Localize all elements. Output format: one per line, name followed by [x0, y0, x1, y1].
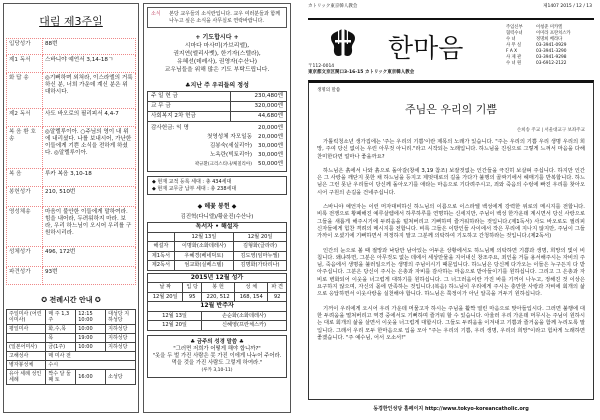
offering-row [148, 112, 287, 122]
offering-amount: 230,480엔 [230, 92, 286, 102]
prayer-section [147, 34, 287, 74]
hymn-table [147, 273, 287, 331]
liturgy-row [7, 187, 136, 207]
liturgy-row [7, 207, 136, 247]
masthead-title: 한마음 [388, 34, 464, 64]
hymn-cell: 95 [183, 292, 202, 302]
member-stat: ◆ 현재 교무금 납부 세대 : 총 238세대 [152, 185, 237, 192]
prayer-line: 시마다 마사미(가브리엘), [184, 43, 250, 49]
article-paragraph: 기꺼이 우리에게 오시어 우리 가운데 머물고자 하시는 주님을 활짝 열린 마음으로 맞아들입시다. 그러면 불행에 대한 두려움을 떨쳐버리고 역경 중에서도 기뻐하며 즐거워 할 수 있습니다. 아울러 우리 가운데 머무시는 주님이 원하시는 대로 회개의 삶을 살면서 이웃을 너그럽게 대합시다. 그들도 두려움을 이겨내고 기쁨과 즐거움을 함께 누리도록 말입니다. 그래서 우리 모두 한마음으로 입을 모아 "주는 우리의 기쁨, 우리 생명, 우리의 희망"이라고 힘차게 노래하면 좋겠습니다. "주 예수님, 어서 오소서!" [317, 305, 585, 341]
schedule-row [7, 370, 136, 385]
hymn-title: 2015년 12월 성가 [148, 273, 287, 283]
address-block [308, 64, 414, 76]
schedule-cell: 유아 세례 성인 세례 [7, 370, 46, 385]
article-paragraph: 인간의 눈으로 볼 때 절망과 낙담만 남아있는 어두운 상황에서도 하느님께 의탁하면 기쁨과 생명, 희망의 빛이 비칩니다. 왜냐하면, 그분은 아무것도 없는 데에서 세상만물을 지어내신 창조주요, 죄인을 거듭 용서해주시는 자비의 주님, 죽음에서 생명을 불러일으키는 생명의 주님이시기 때문입니다. 하느님은 당신께 다가오는 이들은 누구든지 다 받아주십니다. 그분은 당신이 주시는 은총과 자비를 감사하는 마음으로 받아들이기를 원하십니다. 그리고 그 은총과 자비로 변화되어 이웃을 너그럽게 대하기를 원하십니다. 그 너그러움이란 가진 바를 기꺼이 나누고, 정해진 것 이상은 요구하지 않으며, 자신의 몫에 만족하는 것입니다.(복음) 하느님이 우리에게 주시는 충만한 사랑과 자비에 회개의 삶으로 응답하면서 이웃사랑을 실천해야 합니다. 하느님은 쭉정이가 아닌 알곡을 거두기 원하십니다. [317, 247, 585, 298]
flower-text: 김진혁(다니엘)/황윤진(수산나) [180, 214, 254, 220]
schedule-cell: 주일미사 (어린이미사) [7, 310, 46, 325]
host-date: 12월 13일 [148, 311, 202, 321]
hymn-header: 입 당 [183, 283, 202, 293]
thanks-name: 김봉숙(세실리아) [209, 143, 253, 149]
staff-value: 03-3941-9298 [536, 55, 567, 60]
liturgy-value: 마음이 불안한 이들에게 말하여라. 힘을 내어라, 두려워하지 마라. 보라, 우리 하느님이 오시어 우리를 구원하시리라. [43, 207, 136, 247]
liturgy-row [7, 55, 136, 73]
schedule-row [7, 334, 136, 343]
readers-row [148, 251, 287, 261]
schedule-cell [7, 334, 46, 343]
liturgy-value: ◎기뻐하며 외쳐라, 이스라엘의 거룩하신 분, 너희 가운데 계신 분은 위대하시다. [43, 73, 136, 109]
weekly-verse [147, 335, 287, 378]
staff-value: 이미라 프란치스카 [536, 31, 571, 36]
staff-value: 03-3941-0929 [536, 43, 567, 48]
hymn-cell: 12월 20일 [148, 292, 183, 302]
liturgy-column [3, 3, 139, 413]
staff-row [506, 61, 571, 67]
schedule-cell: 지하성당 [106, 325, 136, 334]
staff-value: 03-3941-3290 [536, 49, 567, 54]
liturgy-row [7, 73, 136, 109]
schedule-cell: 평일미사 [7, 325, 46, 334]
thanks-name: 첫영성체 자모일동 [207, 134, 253, 140]
prayer-title: + 기도합시다 + [195, 34, 239, 41]
schedule-cell: 목 [46, 334, 76, 343]
staff-key: F A X [506, 49, 518, 54]
staff-value: 03-6912-2122 [536, 61, 567, 66]
host-name: 신혜영(프란체스카) [202, 321, 287, 331]
liturgy-key: 영성체송 [7, 207, 43, 247]
offering-row [148, 92, 287, 102]
liturgy-key: 복 음 [7, 169, 43, 187]
verse-reference: (루카 3,10-11) [201, 367, 233, 373]
hymn-cell: 220, 512 [202, 292, 235, 302]
notice-box [147, 7, 287, 28]
schedule-cell: (일본어미사) [7, 343, 46, 352]
liturgy-key: 봉헌성가 [7, 187, 43, 207]
address: 東京都文京区関口3-16-15 カトリック東京韓人教会 [308, 70, 415, 75]
thanks-amount: 30,000엔 [258, 152, 283, 158]
liturgy-value: 496, 172번 [43, 247, 136, 267]
article-title: 주님은 우리의 기쁨 [404, 103, 497, 116]
liturgy-table [6, 38, 136, 285]
schedule-row [7, 343, 136, 352]
liturgy-value: 루카 복음 3,10-18 [43, 169, 136, 187]
readers-cell: 김도영(임마누엘) [234, 251, 287, 261]
schedule-cell: 매 주 1,3주 [46, 310, 76, 325]
staff-key: 주임신부 [506, 25, 523, 30]
host-date: 12월 20일 [148, 321, 202, 331]
offering-amount: 44,680엔 [230, 112, 286, 122]
verse-question: "그러면 저희가 어떻게 해야 합니까?" [173, 345, 261, 352]
schedule-cell: 19:00 [76, 334, 106, 343]
liturgy-key: 화 답 송 [7, 73, 43, 109]
schedule-cell: 소성당 [106, 370, 136, 385]
org-name: カトリック東京韓人教会 [308, 4, 358, 9]
staff-key: 협력수녀 [506, 31, 523, 36]
verse-answer: "옷을 두 벌 가진 사람은 못 가진 이에게 나누어 주어라. 먹을 것을 가진 사람도 그렇게 하여라." [152, 352, 282, 366]
schedule-table [6, 309, 136, 385]
liturgy-key: 복 음 환 호 송 [7, 127, 43, 169]
liturgy-title: 대림 제3주일 [39, 15, 103, 28]
readers-cell: 엄교화(실베스텔) [174, 261, 233, 271]
notice-text: 본당 교우들의 소식란입니다. 교우 여러분들과 함께 나누고 싶은 소식을 사무실로 연락바랍니다. [169, 11, 281, 24]
readers-row [148, 242, 287, 252]
liturgy-row [7, 169, 136, 187]
schedule-cell: 지하성당 [106, 343, 136, 352]
liturgy-key: 입당성가 [7, 39, 43, 55]
thanks-amount: 30,000엔 [258, 143, 283, 149]
liturgy-value: 스바니야 예언서 3,14-18ㄱ [43, 55, 136, 73]
flower-title: ◆ 헤꽃 봉헌 ◆ [197, 203, 237, 210]
liturgy-value: 88번 [43, 39, 136, 55]
newsletter-column [300, 0, 600, 420]
schedule-cell: 16:00 [76, 370, 106, 385]
readers-date: 12월 13일 [174, 232, 233, 242]
schedule-cell: 대성당 지하성당 [106, 310, 136, 325]
readers-cell: 이명화(소화데레사) [174, 242, 233, 252]
liturgy-row [7, 247, 136, 267]
thanks-name: 노옥란(빅토리아) [209, 152, 253, 158]
offering-label: 사회복지 2차 헌금 [148, 112, 231, 122]
readers-cell: 해설자 [148, 242, 175, 252]
host-title: 12월 반주자 [148, 302, 287, 312]
top-line [300, 0, 600, 9]
church-logo-icon [328, 26, 358, 60]
thanks-row [148, 122, 287, 172]
hymn-header: 성 체 [235, 283, 268, 293]
issue-number: 제1407 2015 / 12 / 13 [543, 4, 592, 9]
offering-label: 교 무 금 [148, 102, 231, 112]
schedule-cell: 10:00 [76, 325, 106, 334]
article [308, 80, 594, 400]
readers-row [148, 261, 287, 271]
member-stats [147, 176, 287, 195]
liturgy-key: 성체성가 [7, 247, 43, 267]
thanks-amount: 20,000엔 [258, 134, 283, 140]
article-paragraph: 가톨릭청소년 생가집에는 '주는 우리의 기쁨'이란 제목의 노래가 있습니다. "주는 우리의 기쁨 우리 생명 우리의 희망, 주여 당신 없이는 우린 아무것 아니리."라고 시작되는 노래입니다. 하느님을 진심으로 그렇게 느껴서 마음을 다해 찬미한다면 얼마나 좋을까요? [317, 139, 585, 160]
thanks-amount: 50,000엔 [258, 161, 283, 167]
member-stat: ◆ 현재 교적 등록 세대 : 총 434세대 [152, 179, 232, 185]
offering-title: ♣지난 주 우리들의 정성 [185, 82, 249, 89]
readers-table [147, 222, 287, 271]
staff-info [506, 25, 571, 67]
prayer-line: 권지연(엘리사벳), 한기자(스텔라), [173, 51, 261, 57]
schedule-title: ✪ 전례시간 안내 ✪ [41, 296, 101, 304]
staff-key: 수 녀 원 [506, 61, 522, 66]
hymn-cell: 92 [268, 292, 287, 302]
footer-url[interactable]: 동경한인성당 홈페이지 http://www.tokyo-koreancatholic.org [373, 406, 529, 412]
hymn-header: 파 견 [268, 283, 287, 293]
readers-cell: 제2독서 [148, 261, 175, 271]
staff-key: 수 녀 [506, 37, 516, 42]
article-paragraph: 스바니야 예언자는 이런 머자대비하신 하느님의 이름으로 이스라엘 백성에게 강력한 위로의 메시지를 전합니다. 비록 전쟁으로 황폐해진 예루살렘에서 하루하루를 연명하는 신세지만, 주님이 백성 한가운데 계시면서 당신 사랑으로 그들을 새롭게 해주시기에 두려움을 털쳐버리고 기뻐하며 즐거워하라는 것입니다.(제1독서) 사도 바오로도 필리피 신자들에게 힘찬 격려의 메시지를 전합니다. 비록 그들은 이방인들 사이에서 작은 무리에 지나지 않지만, 주님이 그들 가까이 오셨기에 기뻐하면서 걱정하지 말고 그분께 의탁하여 기도하고 간청하라는 것입니다.(제2독서) [317, 204, 585, 240]
readers-cell: 제1독서 [148, 251, 175, 261]
thanks-amount: 20,000엔 [258, 125, 283, 131]
liturgy-key: 제1 독서 [7, 55, 43, 73]
schedule-cell: 10:00 [76, 343, 106, 352]
schedule-cell: 12:15 10:00 [76, 310, 106, 325]
schedule-row [7, 361, 136, 370]
news-column [143, 3, 291, 413]
prayer-line: 유혜선(데레사), 권영자(수산나) [177, 59, 257, 65]
liturgy-key: 파견성가 [7, 267, 43, 285]
schedule-cell: 짝수 달 둘째 토 [46, 370, 76, 385]
liturgy-row [7, 127, 136, 169]
hymn-header: 봉 헌 [202, 283, 235, 293]
staff-key: 사 무 실 [506, 43, 522, 48]
hymn-header: 날 짜 [148, 283, 183, 293]
thanks-label: 감사헌금: 익 명 [151, 125, 189, 131]
readers-date: 12월 20일 [234, 232, 287, 242]
readers-cell: 우혜경(베네딕토) [174, 251, 233, 261]
thanks-name: 곽규환(크리스티나/체칠리아) [194, 162, 253, 167]
staff-key: 사 제 관 [506, 55, 522, 60]
article-byline: 손희송 주교 | 서울대교구 보좌주교 [516, 128, 585, 133]
postal-code: 〒112-0014 [308, 64, 335, 69]
offering-amount: 320,000엔 [230, 102, 286, 112]
liturgy-row [7, 267, 136, 285]
schedule-cell: 금(1주) [46, 343, 76, 352]
schedule-cell: 매 미사 전 [46, 352, 136, 361]
liturgy-value: ◎알렐루이아. ○주님의 영이 내 위에 내리셨다. 나를 보내시어, 가난한 이들에게 기쁜 소식을 전하게 하셨다. ◎알렐루이아. [43, 127, 136, 169]
verse-title: ♣ 금주의 성경 말씀 ♣ [190, 338, 244, 345]
offering-row [148, 102, 287, 112]
schedule-row [7, 310, 136, 325]
hymn-cell: 168, 154 [235, 292, 268, 302]
liturgy-value: 210, 510번 [43, 187, 136, 207]
schedule-cell: 고해성사 [7, 352, 46, 361]
schedule-row [7, 352, 136, 361]
liturgy-key: 제2 독서 [7, 109, 43, 127]
schedule-cell: 병자봉성체 [7, 361, 46, 370]
readers-cell: 김명화(가타리나) [234, 261, 287, 271]
prayer-line: 교우님들을 위해 많은 기도 부탁드립니다. [164, 67, 270, 73]
staff-value: 이청준 미카엘 [536, 25, 563, 30]
offering-table [147, 91, 287, 172]
masthead [308, 18, 594, 78]
readers-title: 독서자 • 해설자 [148, 223, 287, 233]
schedule-cell: 화,수,목 [46, 325, 76, 334]
offering-label: 주 일 헌 금 [148, 92, 231, 102]
liturgy-row [7, 109, 136, 127]
readers-cell: 김형화(글라라) [234, 242, 287, 252]
schedule-cell: 지하성당 [106, 334, 136, 343]
liturgy-value: 93번 [43, 267, 136, 285]
article-paragraph: 하느님은 흙에서 나와 흙으로 돌아갈(창세 3,19 참조) 보잘것없는 인간들을 극진히 보살펴 주십니다. 하지만 인간은 그 사랑을 깨닫지 못한 채 하느님을 등지고 제멋대로의 길을 가다가 불행의 골짜기에서 헤매기를 반복합니다. 하느님은 그런 못난 우리들이 당신께 돌아오기를 애타는 마음으로 기다려주시고, 죄와 죽음의 수렁에 빠진 우리를 찾아오시어 구원의 손길을 건네주십니다. [317, 167, 585, 196]
liturgy-value: 사도 바오로의 필리피서 4,4-7 [43, 109, 136, 127]
schedule-cell: 수시 [46, 361, 136, 370]
staff-value: 정명희 베라다 [536, 37, 563, 42]
host-name: 손순화(소화데레사) [202, 311, 287, 321]
liturgy-row [7, 39, 136, 55]
schedule-row [7, 325, 136, 334]
news-tag-icon: 소식 [151, 11, 161, 17]
article-category: 생명의 말씀 [317, 88, 341, 93]
